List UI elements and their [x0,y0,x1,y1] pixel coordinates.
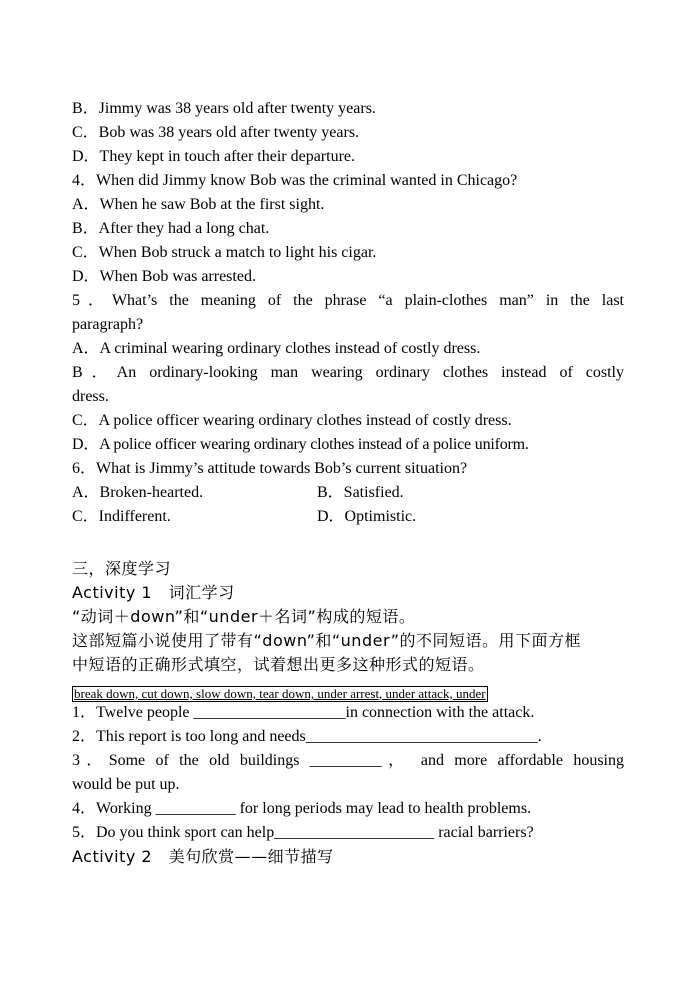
q6-options-row-1 [72,481,624,505]
activity-2-label: Activity 2 美句欣赏——细节描写 [72,847,334,866]
q6-option-d: D．Optimistic. [317,508,417,525]
q4-option-c: C．When Bob struck a match to light his cigar. [72,244,377,261]
q5-option-a: A．A criminal wearing ordinary clothes instead of costly dress. [72,340,481,357]
instruction-line-2: 中短语的正确形式填空，试着想出更多这种形式的短语。 [72,655,485,674]
activity-2-title [72,845,624,869]
q3-option-b: B．Jimmy was 38 years old after twenty years. [72,100,376,117]
q6-option-b: B．Satisfied. [317,484,404,501]
q4-option-d: D．When Bob was arrested. [72,268,256,285]
q5-option-b-line-2: dress. [72,388,109,405]
q6-option-c: C．Indifferent. [72,508,171,525]
question-4: 4．When did Jimmy know Bob was the criminal wanted in Chicago? [72,172,518,189]
activity-1-label: Activity 1 词汇学习 [72,583,235,602]
phrase-word-box-text: break down, cut down, slow down, tear down, under arrest, under attack, under [74,686,486,701]
exercise-3-line-2: would be put up. [72,776,180,793]
exercise-1: 1．Twelve people ___________________in connection with the attack. [72,704,535,721]
exercise-4: 4．Working __________ for long periods may lead to health problems. [72,800,532,817]
q5-option-d: D．A police officer wearing ordinary clothes instead of a police uniform. [72,436,529,453]
exercise-5: 5．Do you think sport can help____________________ racial barriers? [72,824,534,841]
instruction-line-1: 这部短篇小说使用了带有“down”和“under”的不同短语。用下面方框 [72,631,581,650]
q5-option-b-line-1: B．An ordinary-looking man wearing ordinary clothes instead of costly [72,364,624,381]
exercise-2: 2．This report is too long and needs_____________________________. [72,728,542,745]
q4-option-b: B．After they had a long chat. [72,220,270,237]
q6-option-a: A．Broken-hearted. [72,484,204,501]
q5-option-c: C．A police officer wearing ordinary clothes instead of costly dress. [72,412,512,429]
q4-option-a: A．When he saw Bob at the first sight. [72,196,325,213]
exercise-3-line-1: 3．Some of the old buildings _________， and more affordable housing [72,752,624,769]
phrase-subtitle: “动词＋down”和“under＋名词”构成的短语。 [72,607,416,626]
question-6: 6．What is Jimmy’s attitude towards Bob’s current situation? [72,460,468,477]
phrase-word-box [72,685,696,702]
q3-option-c: C．Bob was 38 years old after twenty years. [72,124,360,141]
question-5-line-1: 5．What’s the meaning of the phrase “a plain-clothes man” in the last [72,292,624,309]
question-5-line-2: paragraph? [72,316,144,333]
q3-option-d: D．They kept in touch after their departure. [72,148,356,165]
q6-options-row-2 [72,505,624,529]
activity-1-title [72,581,624,605]
section-heading: 三，深度学习 [72,559,172,578]
